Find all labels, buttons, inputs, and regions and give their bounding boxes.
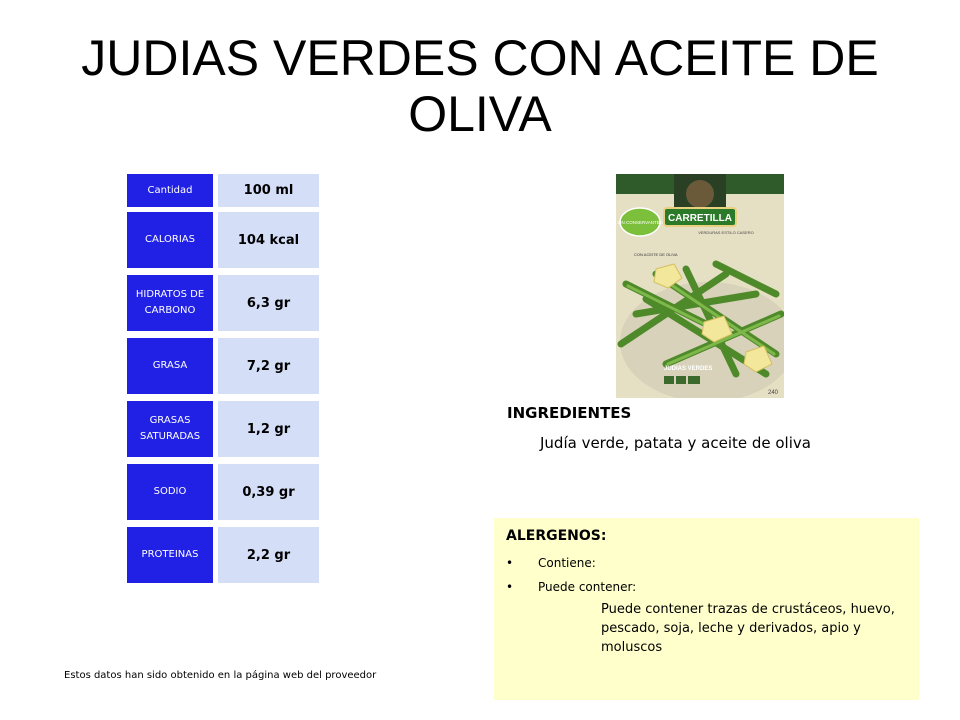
nutrition-row-saturated-fat	[127, 401, 319, 457]
nutrition-row-calories	[127, 212, 319, 268]
product-name-text: JUDIAS VERDES	[664, 366, 713, 372]
nutrition-row-proteins	[127, 527, 319, 583]
nutrition-value: 0,39 gr	[218, 464, 319, 520]
nutrition-label: CALORIAS	[127, 212, 213, 268]
allergen-item	[506, 580, 636, 594]
nutrition-value: 2,2 gr	[218, 527, 319, 583]
allergen-item-label: Puede contener:	[538, 580, 637, 594]
nutrition-label: HIDRATOS DE CARBONO	[127, 275, 213, 331]
nutrition-value: 7,2 gr	[218, 338, 319, 394]
nutrition-label: GRASA	[127, 338, 213, 394]
nutrition-label: Cantidad	[127, 174, 213, 207]
nutrition-row-sodium	[127, 464, 319, 520]
allergens-detail: Puede contener trazas de crustáceos, huevo, pescado, soja, leche y derivados, apio y moluscos	[601, 602, 895, 655]
nutrition-value: 100 ml	[218, 174, 319, 207]
allergen-item-label: Contiene:	[538, 556, 596, 570]
bullet-icon: •	[506, 556, 514, 570]
ingredients-title: INGREDIENTES	[507, 404, 632, 422]
nutrition-value: 6,3 gr	[218, 275, 319, 331]
nutrition-row-quantity	[127, 174, 319, 207]
page-title: JUDIAS VERDES CON ACEITE DE OLIVA	[81, 30, 879, 142]
ingredients-text: Judía verde, patata y aceite de oliva	[540, 434, 811, 452]
nutrition-label: PROTEINAS	[127, 527, 213, 583]
product-image	[616, 174, 784, 398]
product-badge-text: SIN CONSERVANTES	[617, 220, 663, 225]
bullet-icon: •	[506, 580, 514, 594]
nutrition-value: 104 kcal	[218, 212, 319, 268]
product-subtitle-text: VERDURAS ESTILO CASERO	[698, 230, 754, 235]
nutrition-label: GRASAS SATURADAS	[127, 401, 213, 457]
nutrition-label: SODIO	[127, 464, 213, 520]
nutrition-row-fat	[127, 338, 319, 394]
product-weight-text: 240	[768, 390, 779, 396]
source-footnote: Estos datos han sido obtenido en la página web del proveedor	[64, 670, 377, 681]
allergens-box	[494, 518, 919, 700]
nutrition-row-carbohydrates	[127, 275, 319, 331]
nutrition-value: 1,2 gr	[218, 401, 319, 457]
allergens-title: ALERGENOS:	[506, 528, 607, 544]
allergen-item	[506, 556, 596, 570]
product-brand-text: CARRETILLA	[668, 213, 732, 224]
product-side-text: CON ACEITE DE OLIVA	[634, 252, 678, 257]
